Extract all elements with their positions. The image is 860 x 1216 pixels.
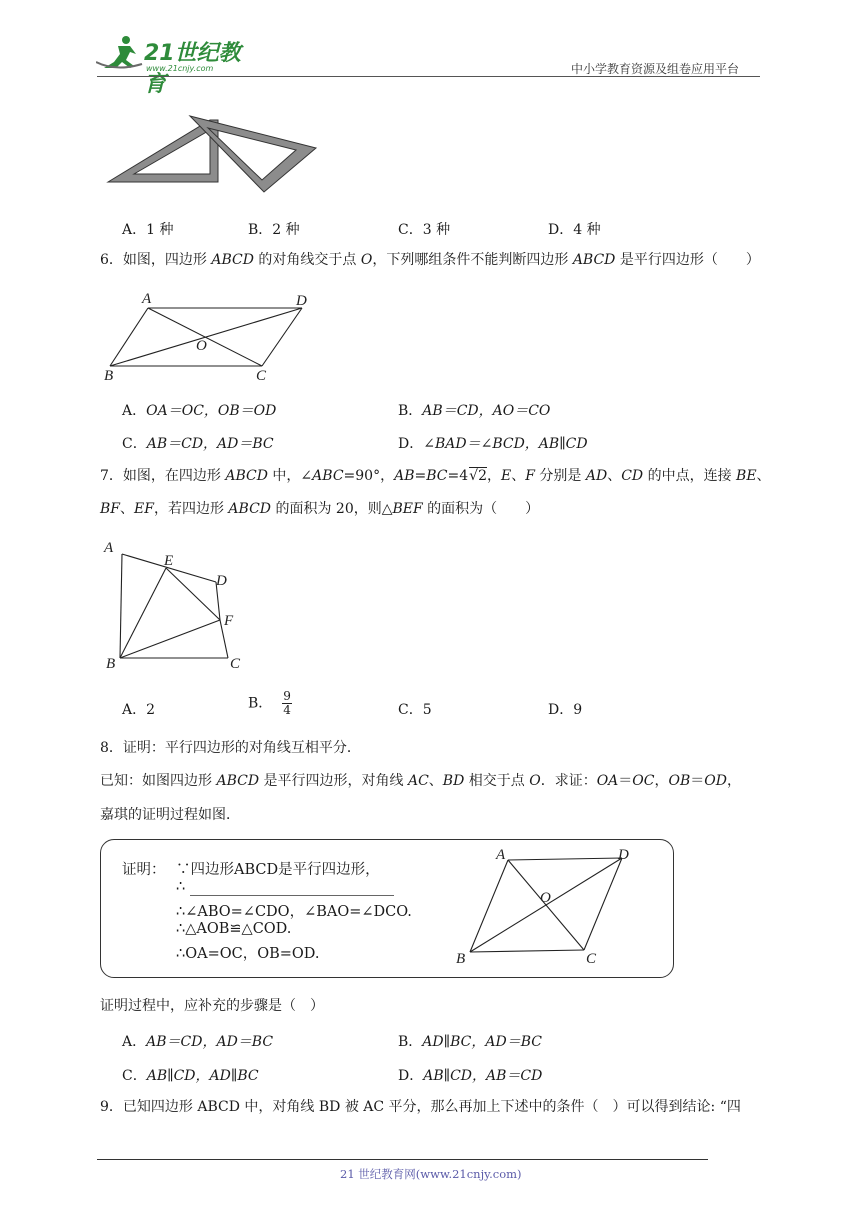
q5-option-d[interactable]: D．4 种	[548, 222, 601, 238]
footer-text[interactable]: 21 世纪教育网(www.21cnjy.com)	[340, 1167, 522, 1181]
proof-blank-line	[190, 895, 394, 896]
q6-label-d: D	[296, 293, 307, 309]
q9-stem: 9．已知四边形 ABCD 中，对角线 BD 被 AC 平分，那么再加上下述中的条件（ ）可以得到结论: “四	[100, 1099, 741, 1115]
platform-title: 中小学教育资源及组卷应用平台	[571, 62, 740, 76]
logo-text: 21世纪教育	[144, 41, 241, 97]
q6-option-a[interactable]: A．OA＝OC，OB＝OD	[122, 403, 277, 419]
q8-title: 8．证明：平行四边形的对角线互相平分．	[100, 740, 361, 756]
q5-option-b[interactable]: B．2 种	[248, 222, 300, 238]
q8-option-a[interactable]: A．AB＝CD，AD＝BC	[122, 1034, 274, 1050]
q7-option-a[interactable]: A．2	[122, 702, 156, 718]
proof-label: 证明：	[122, 862, 166, 878]
set-squares-figure	[100, 108, 325, 198]
q8-label-o: O	[540, 890, 551, 906]
q6-stem: 6．如图，四边形 ABCD 的对角线交于点 O，下列哪组条件不能判断四边形 ABCD 是平行四边形（ ）	[100, 252, 760, 268]
q6-label-o: O	[196, 338, 207, 354]
q5-option-a[interactable]: A．1 种	[122, 222, 174, 238]
q8-label-c: C	[586, 951, 597, 967]
q6-label-a: A	[142, 291, 152, 307]
q8-line2: 嘉琪的证明过程如图．	[100, 807, 240, 823]
proof-line-1: ∵四边形ABCD是平行四边形，	[176, 862, 380, 878]
header-divider	[97, 76, 760, 77]
q7-label-d: D	[216, 573, 227, 589]
q5-option-c[interactable]: C．3 种	[398, 222, 451, 238]
q8-parallelogram-figure	[450, 844, 640, 968]
q8-question: 证明过程中，应补充的步骤是（ ）	[100, 998, 324, 1014]
q6-label-b: B	[104, 368, 114, 384]
q8-option-d[interactable]: D．AB∥CD，AB＝CD	[398, 1068, 543, 1084]
q7-option-c[interactable]: C．5	[398, 702, 432, 718]
proof-line-3: ∴∠ABO=∠CDO，∠BAO=∠DCO.	[176, 904, 412, 920]
q6-option-c[interactable]: C．AB＝CD，AD＝BC	[122, 436, 274, 452]
q7-option-d[interactable]: D．9	[548, 702, 583, 718]
q7-label-e: E	[164, 553, 174, 569]
q7-label-c: C	[230, 656, 241, 672]
q7-label-f: F	[224, 613, 234, 629]
q8-label-a: A	[496, 847, 506, 863]
q7-label-b: B	[106, 656, 116, 672]
q7-option-b[interactable]: B． $\frac{9}{4}$	[248, 689, 291, 717]
q8-option-b[interactable]: B．AD∥BC，AD＝BC	[398, 1034, 542, 1050]
q6-parallelogram-figure	[100, 288, 320, 384]
q6-label-c: C	[256, 368, 267, 384]
q8-option-c[interactable]: C．AB∥CD，AD∥BC	[122, 1068, 259, 1084]
q8-given: 已知：如图四边形 ABCD 是平行四边形，对角线 AC、BD 相交于点 O．求证：OA＝OC，OB＝OD，	[100, 773, 741, 789]
proof-line-4: ∴△AOB≌△COD.	[176, 921, 292, 937]
proof-line-5: ∴OA=OC，OB=OD.	[176, 946, 320, 962]
q7-stem-line2: BF、EF，若四边形 ABCD 的面积为 20，则△BEF 的面积为（ ）	[100, 501, 540, 517]
logo	[96, 32, 256, 97]
logo-url: www.21cnjy.com	[146, 64, 214, 73]
q6-option-d[interactable]: D．∠BAD＝∠BCD，AB∥CD	[398, 436, 588, 452]
q8-label-d: D	[618, 847, 629, 863]
footer-divider	[97, 1159, 708, 1160]
q7-stem-line1: 7．如图，在四边形 ABCD 中，∠ABC=90°，AB=BC=4√2，E、F 分别是 AD、CD 的中点，连接 BE、	[100, 468, 771, 484]
proof-line-2: ∴	[176, 879, 186, 895]
q7-label-a: A	[104, 540, 114, 556]
q8-label-b: B	[456, 951, 466, 967]
q7-quadrilateral-figure	[100, 538, 260, 674]
q6-option-b[interactable]: B．AB＝CD，AO＝CO	[398, 403, 551, 419]
